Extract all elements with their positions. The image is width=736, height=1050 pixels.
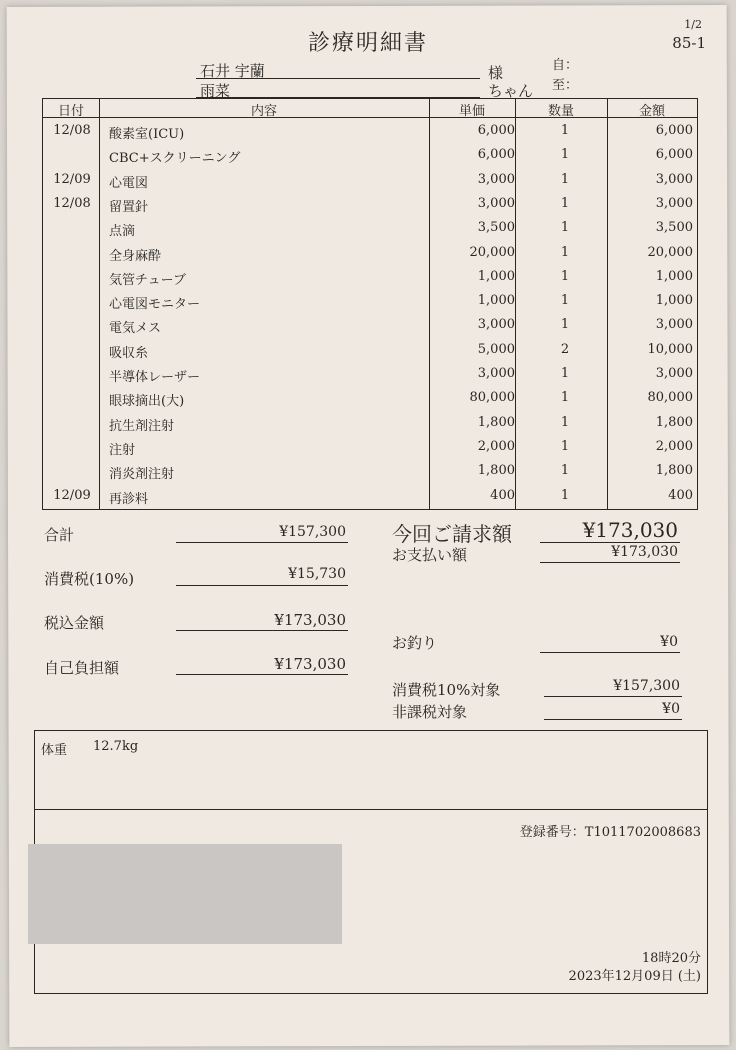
row-unit-price: 1,000 xyxy=(477,293,515,309)
page-number: 1/2 xyxy=(684,18,702,31)
paid-underline xyxy=(540,562,680,563)
header-unit-price: 単価 xyxy=(458,104,485,119)
row-amount: 400 xyxy=(668,487,693,503)
table-row xyxy=(43,168,697,193)
nontaxable-underline xyxy=(544,719,682,720)
redacted-block xyxy=(28,844,342,944)
nontaxable-value: ¥0 xyxy=(662,701,680,717)
pet-suffix: ちゃん xyxy=(488,82,534,100)
row-date: 12/09 xyxy=(53,487,91,503)
issue-time: 18時20分 xyxy=(641,951,701,966)
subtotal-underline xyxy=(176,542,348,543)
row-amount: 3,000 xyxy=(655,171,693,187)
taxable-underline xyxy=(544,696,682,697)
to-label: 至： xyxy=(552,78,579,93)
row-amount: 80,000 xyxy=(647,390,693,406)
change-label: お釣り xyxy=(392,634,438,652)
owner-name-underline xyxy=(196,78,480,79)
billing-underline xyxy=(540,542,680,543)
row-qty: 1 xyxy=(560,195,570,211)
table-header xyxy=(43,99,697,118)
row-unit-price: 6,000 xyxy=(477,147,515,163)
row-item: 半導体レーザー xyxy=(109,370,201,385)
row-unit-price: 5,000 xyxy=(477,341,515,357)
header-qty: 数量 xyxy=(547,104,574,119)
row-amount: 1,800 xyxy=(655,414,693,430)
row-qty: 1 xyxy=(560,366,570,381)
row-item: 消炎剤注射 xyxy=(109,467,175,483)
row-qty: 1 xyxy=(560,171,570,187)
row-qty: 1 xyxy=(560,487,570,503)
row-amount: 1,800 xyxy=(655,463,693,479)
row-qty: 1 xyxy=(560,147,570,163)
row-unit-price: 1,000 xyxy=(477,268,515,284)
table-row xyxy=(43,386,697,411)
table-row xyxy=(43,265,697,290)
owner-suffix: 様 xyxy=(488,64,504,82)
row-amount: 20,000 xyxy=(647,244,693,260)
row-unit-price: 3,000 xyxy=(477,366,515,381)
owner-name: 石井 宇蘭 xyxy=(200,62,265,80)
pet-name: 雨菜 xyxy=(200,82,231,100)
row-date: 12/09 xyxy=(53,171,91,187)
row-unit-price: 400 xyxy=(490,487,515,503)
notes-divider xyxy=(35,809,707,810)
row-unit-price: 2,000 xyxy=(477,438,515,454)
row-qty: 1 xyxy=(560,244,570,260)
row-amount: 1,000 xyxy=(655,293,693,309)
row-item: 注射 xyxy=(109,442,136,458)
row-amount: 3,000 xyxy=(655,195,693,211)
row-amount: 1,000 xyxy=(655,268,693,284)
row-qty: 1 xyxy=(560,317,570,333)
nontaxable-label: 非課税対象 xyxy=(392,703,468,721)
row-amount: 3,500 xyxy=(655,220,693,236)
row-item: 電気メス xyxy=(109,321,162,337)
tax-value: ¥15,730 xyxy=(288,566,346,582)
table-row xyxy=(43,289,697,314)
taxable-label: 消費税10%対象 xyxy=(392,681,501,699)
row-qty: 1 xyxy=(560,220,570,236)
header-date: 日付 xyxy=(57,104,84,119)
page-id: 85-1 xyxy=(672,34,706,52)
weight-value: 12.7kg xyxy=(93,739,139,754)
row-qty: 1 xyxy=(560,438,570,454)
row-qty: 1 xyxy=(560,268,570,284)
self-pay-underline xyxy=(176,674,348,675)
paid-value: ¥173,030 xyxy=(611,544,678,560)
row-qty: 2 xyxy=(560,341,570,357)
registration-number: 登録番号：T1011702008683 xyxy=(519,825,701,840)
subtotal-value: ¥157,300 xyxy=(279,524,346,540)
table-row xyxy=(43,143,697,168)
row-item: 酸素室(ICU) xyxy=(109,127,185,142)
table-row xyxy=(43,119,697,144)
change-underline xyxy=(540,652,680,653)
billing-label: 今回ご請求額 xyxy=(392,522,512,546)
table-row xyxy=(43,241,697,266)
table-row xyxy=(43,192,697,217)
table-row xyxy=(43,216,697,241)
row-item: CBC+スクリーニング xyxy=(109,151,241,167)
row-unit-price: 20,000 xyxy=(469,244,515,260)
row-item: 全身麻酔 xyxy=(109,248,162,264)
row-amount: 6,000 xyxy=(655,123,693,138)
taxable-value: ¥157,300 xyxy=(613,678,680,694)
row-unit-price: 3,500 xyxy=(477,220,515,236)
row-qty: 1 xyxy=(560,390,570,406)
row-amount: 3,000 xyxy=(655,317,693,333)
row-date: 12/08 xyxy=(53,123,91,138)
row-qty: 1 xyxy=(560,293,570,309)
self-pay-label: 自己負担額 xyxy=(44,659,120,677)
header-amount: 金額 xyxy=(638,104,665,119)
table-row xyxy=(43,484,697,509)
document-title: 診療明細書 xyxy=(307,31,428,56)
row-amount: 2,000 xyxy=(655,438,693,454)
total-incl-label: 税込金額 xyxy=(44,614,105,632)
row-item: 心電図 xyxy=(109,175,149,191)
row-item: 心電図モニター xyxy=(109,297,201,313)
row-item: 点滴 xyxy=(109,224,136,240)
itemized-table xyxy=(42,98,698,510)
table-row xyxy=(43,313,697,338)
row-date: 12/08 xyxy=(53,195,91,211)
row-item: 気管チューブ xyxy=(109,272,186,288)
table-row xyxy=(43,435,697,460)
row-unit-price: 1,800 xyxy=(477,463,515,479)
tax-underline xyxy=(176,585,348,586)
header-item: 内容 xyxy=(250,104,277,119)
row-unit-price: 6,000 xyxy=(477,123,515,138)
row-qty: 1 xyxy=(560,463,570,479)
row-unit-price: 3,000 xyxy=(477,317,515,333)
tax-label: 消費税(10%) xyxy=(44,570,135,588)
row-amount: 3,000 xyxy=(655,366,693,381)
issue-date: 2023年12月09日 (土) xyxy=(568,969,701,984)
row-item: 再診料 xyxy=(109,491,149,507)
row-item: 留置針 xyxy=(109,199,149,215)
from-label: 自： xyxy=(552,58,579,73)
row-unit-price: 1,800 xyxy=(477,414,515,430)
total-incl-value: ¥173,030 xyxy=(274,611,346,629)
subtotal-label: 合計 xyxy=(44,526,75,544)
table-row xyxy=(43,459,697,484)
row-amount: 10,000 xyxy=(647,341,693,357)
row-unit-price: 80,000 xyxy=(469,390,515,406)
billing-value: ¥173,030 xyxy=(582,518,678,542)
total-incl-underline xyxy=(176,630,348,631)
self-pay-value: ¥173,030 xyxy=(274,655,346,673)
table-row xyxy=(43,362,697,387)
paid-label: お支払い額 xyxy=(392,546,468,564)
row-unit-price: 3,000 xyxy=(477,195,515,211)
table-row xyxy=(43,411,697,436)
row-qty: 1 xyxy=(560,123,570,138)
row-item: 吸収糸 xyxy=(109,345,149,361)
row-item: 眼球摘出(大) xyxy=(109,394,185,410)
row-unit-price: 3,000 xyxy=(477,171,515,187)
row-item: 抗生剤注射 xyxy=(109,418,175,434)
row-amount: 6,000 xyxy=(655,147,693,163)
table-row xyxy=(43,338,697,363)
weight-label: 体重 xyxy=(41,743,68,758)
row-qty: 1 xyxy=(560,414,570,430)
change-value: ¥0 xyxy=(660,634,678,650)
